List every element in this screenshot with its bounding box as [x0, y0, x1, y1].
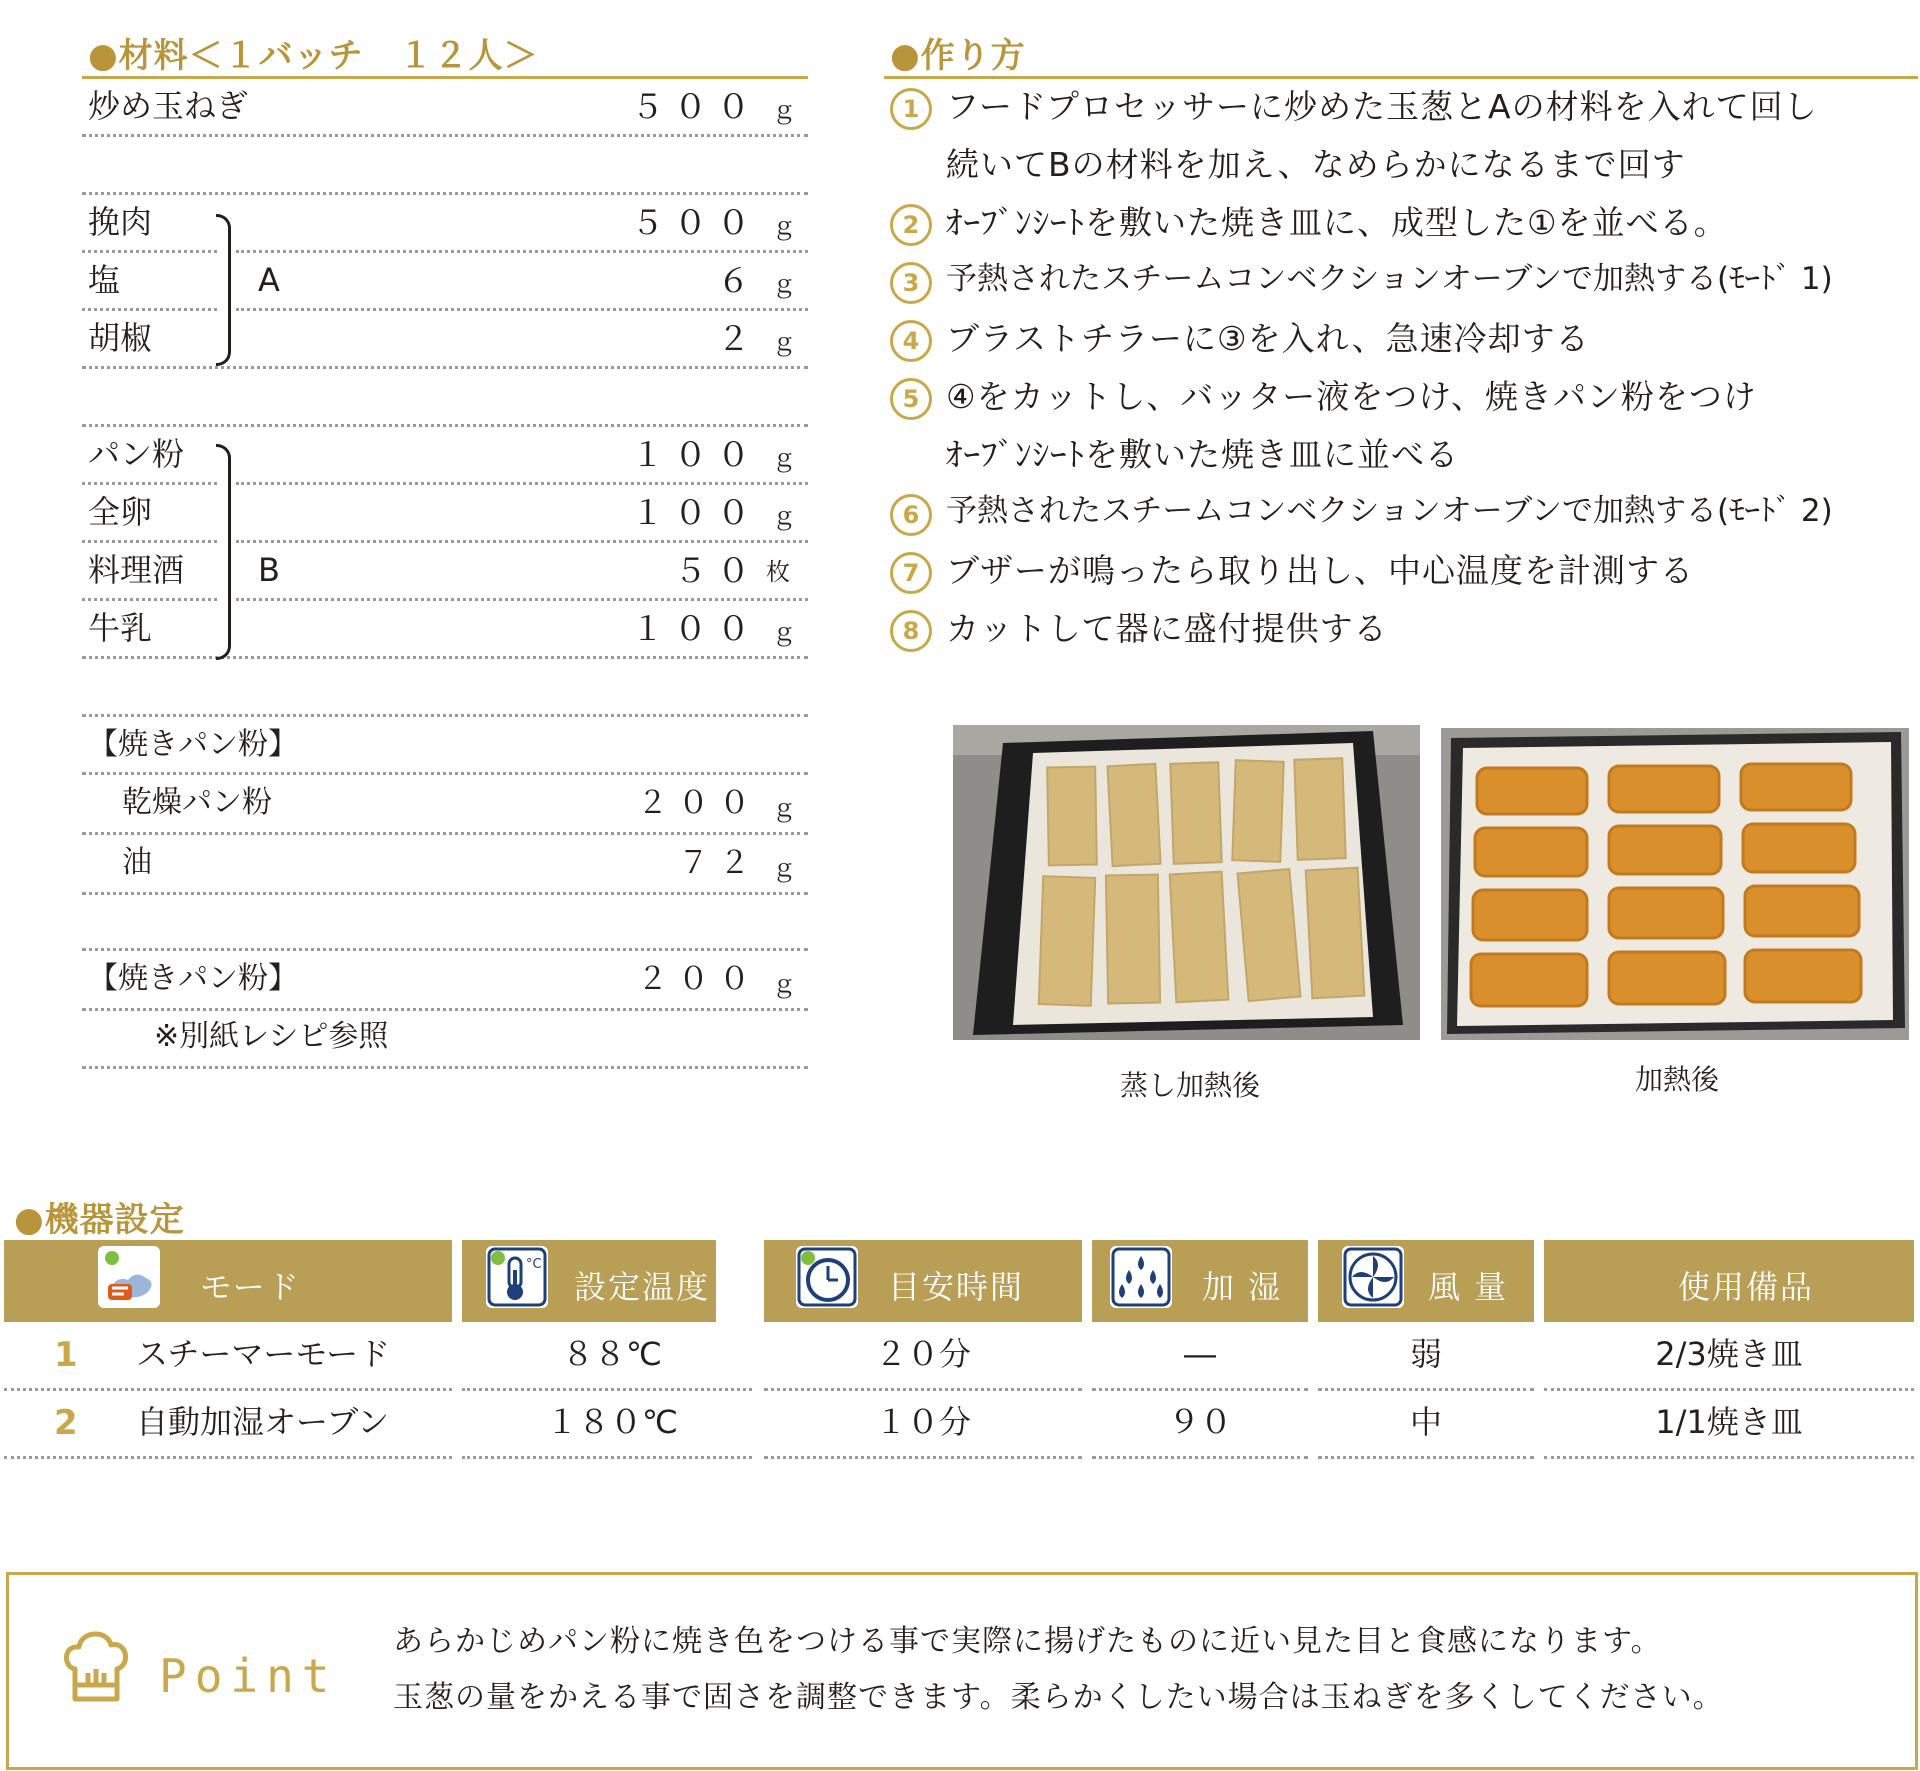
method-title: ●作り方: [890, 36, 1026, 76]
point-line: 玉葱の量をかえる事で固さを調整できます。柔らかくしたい場合は玉ねぎを多くしてください。: [393, 1680, 1724, 1715]
ingredient-name: 油: [122, 845, 152, 880]
row-divider: [236, 540, 808, 543]
ingredient-unit: ｇ: [772, 854, 796, 882]
ingredient-name: 塩: [88, 261, 121, 299]
row-divider: [82, 1066, 808, 1069]
step-number: 4: [890, 320, 932, 362]
settings-row-divider: [1092, 1456, 1308, 1459]
settings-row-divider: [1318, 1456, 1534, 1459]
row-divider: [82, 892, 808, 895]
bread-total-qty: ２００: [637, 961, 760, 997]
settings-row-divider: [1544, 1388, 1914, 1391]
group-a-bracket: [216, 214, 231, 366]
method-title-underline: [884, 76, 1918, 79]
ingredients-title: ●材料＜１バッチ １２人＞: [88, 36, 539, 76]
ingredient-name: 料理酒: [88, 551, 185, 589]
settings-row-divider: [4, 1456, 452, 1459]
ingredient-qty: １００: [631, 493, 760, 532]
ingredient-unit: ｇ: [772, 618, 796, 646]
ingredient-qty: ７２: [678, 845, 760, 881]
settings-row-divider: [462, 1456, 752, 1459]
ingredient-name: 胡椒: [88, 319, 153, 357]
settings-row-divider: [4, 1388, 452, 1391]
row-divider: [82, 656, 808, 659]
step-text: カットして器に盛付提供する: [946, 609, 1388, 648]
header-label: 設定温度: [574, 1268, 711, 1306]
ingredient-name: パン粉: [88, 435, 185, 473]
settings-row-divider: [1544, 1456, 1914, 1459]
step-text: ブラストチラーに③を入れ、急速冷却する: [946, 319, 1590, 358]
settings-mode: 自動加湿オーブン: [136, 1403, 390, 1441]
settings-fan: 中: [1409, 1403, 1442, 1441]
step-number: 3: [890, 262, 932, 304]
row-divider: [82, 250, 217, 253]
group-a-label: A: [258, 261, 280, 299]
row-divider: [82, 482, 217, 485]
header-label: 目安時間: [888, 1268, 1025, 1306]
row-divider: [82, 308, 217, 311]
step-text: ｵｰﾌﾞﾝｼｰﾄを敷いた焼き皿に、成型した①を並べる。: [946, 203, 1728, 242]
row-divider: [82, 192, 808, 195]
settings-equipment: 1/1焼き皿: [1655, 1403, 1803, 1441]
settings-mode: スチーマーモード: [136, 1335, 391, 1373]
settings-temp: ８８℃: [562, 1335, 662, 1373]
ingredients-title-underline: [82, 76, 808, 79]
ingredient-name: 全卵: [88, 493, 153, 531]
row-divider: [82, 540, 217, 543]
step-number: 8: [890, 610, 932, 652]
ingredient-name: 炒め玉ねぎ: [88, 87, 249, 125]
point-label: Point: [159, 1649, 338, 1703]
step-number: 5: [890, 378, 932, 420]
header-temperature: [462, 1240, 716, 1322]
settings-humidity: ―: [1184, 1335, 1216, 1373]
step-text: ｵｰﾌﾞﾝｼｰﾄを敷いた焼き皿に並べる: [946, 435, 1459, 474]
fan-icon: [1342, 1246, 1404, 1308]
row-divider: [82, 714, 808, 717]
bread-heading: 【焼きパン粉】: [88, 727, 298, 762]
settings-row-number: 2: [54, 1403, 78, 1443]
photo1-caption: 蒸し加熱後: [1120, 1069, 1261, 1102]
step-number: 6: [890, 494, 932, 536]
row-divider: [82, 832, 808, 835]
row-divider: [236, 482, 808, 485]
ingredient-qty: ５０: [674, 551, 760, 590]
row-divider: [82, 424, 808, 427]
ingredient-unit: ｇ: [772, 328, 796, 356]
water-drops-icon: [1110, 1246, 1172, 1308]
thermometer-icon: [486, 1246, 548, 1308]
ingredient-unit: ｇ: [772, 794, 796, 822]
clock-icon: [796, 1246, 858, 1308]
photo-after-baking: [1441, 728, 1909, 1040]
header-time: [764, 1240, 1082, 1322]
ingredient-qty: ２: [717, 319, 760, 358]
step-number: 7: [890, 552, 932, 594]
bread-total-unit: ｇ: [772, 970, 796, 998]
bread-note: ※別紙レシピ参照: [154, 1019, 389, 1054]
step-number: 2: [890, 204, 932, 246]
ingredient-unit: ｇ: [772, 502, 796, 530]
ingredient-name: 乾燥パン粉: [122, 785, 272, 820]
step-text: 続いてBの材料を加え、なめらかになるまで回す: [946, 145, 1686, 184]
settings-fan: 弱: [1409, 1335, 1442, 1373]
settings-row-divider: [1092, 1388, 1308, 1391]
ingredient-qty: ５００: [631, 203, 760, 242]
row-divider: [82, 134, 808, 137]
row-divider: [82, 598, 217, 601]
photo-after-steaming: [953, 725, 1420, 1040]
settings-humidity: ９０: [1167, 1403, 1232, 1441]
ingredient-unit: ｇ: [772, 96, 796, 124]
ingredient-name: 挽肉: [88, 203, 153, 241]
ingredient-qty: １００: [631, 435, 760, 474]
step-text: 予熱されたスチームコンベクションオーブンで加熱する(ﾓｰﾄﾞ 1): [946, 261, 1833, 297]
chef-hat-icon: [61, 1625, 131, 1705]
steam-mode-icon: [98, 1246, 160, 1308]
group-b-label: B: [258, 551, 280, 589]
row-divider: [236, 598, 808, 601]
point-line: あらかじめパン粉に焼き色をつける事で実際に揚げたものに近い見た目と食感になります。: [393, 1624, 1662, 1659]
header-fan: [1318, 1240, 1534, 1322]
row-divider: [236, 250, 808, 253]
step-text: フードプロセッサーに炒めた玉葱とAの材料を入れて回し: [946, 87, 1818, 126]
step-text: ④をカットし、バッター液をつけ、焼きパン粉をつけ: [946, 377, 1757, 416]
row-divider: [82, 948, 808, 951]
group-b-bracket: [216, 444, 231, 660]
settings-title: ●機器設定: [14, 1200, 185, 1240]
ingredient-unit: ｇ: [772, 212, 796, 240]
settings-equipment: 2/3焼き皿: [1655, 1335, 1803, 1373]
settings-time: ２０分: [874, 1335, 971, 1373]
svg-text:°C: °C: [526, 1257, 542, 1272]
settings-row-divider: [462, 1388, 752, 1391]
settings-row-divider: [1318, 1388, 1534, 1391]
header-label: 加 湿: [1202, 1268, 1283, 1306]
settings-row-divider: [764, 1456, 1082, 1459]
ingredient-qty: ６: [717, 261, 760, 300]
header-label: 使用備品: [1678, 1268, 1815, 1306]
ingredient-qty: １００: [631, 609, 760, 648]
settings-temp: １８０℃: [546, 1403, 678, 1441]
row-divider: [82, 366, 808, 369]
row-divider: [82, 772, 808, 775]
ingredient-unit: 枚: [766, 558, 790, 586]
step-text: ブザーが鳴ったら取り出し、中心温度を計測する: [946, 551, 1694, 590]
header-label: モード: [200, 1268, 301, 1306]
ingredient-unit: ｇ: [772, 444, 796, 472]
settings-row-divider: [764, 1388, 1082, 1391]
ingredient-qty: ２００: [637, 785, 760, 821]
settings-row-number: 1: [54, 1335, 78, 1375]
step-number: 1: [890, 88, 932, 130]
ingredient-name: 牛乳: [88, 609, 153, 647]
step-text: 予熱されたスチームコンベクションオーブンで加熱する(ﾓｰﾄﾞ 2): [946, 493, 1833, 529]
header-equipment: [1544, 1240, 1914, 1322]
ingredient-qty: ５００: [631, 87, 760, 126]
settings-time: １０分: [874, 1403, 971, 1441]
photo2-caption: 加熱後: [1635, 1063, 1720, 1096]
bread-total-name: 【焼きパン粉】: [88, 961, 298, 996]
header-mode: [4, 1240, 452, 1322]
row-divider: [236, 308, 808, 311]
ingredient-unit: ｇ: [772, 270, 796, 298]
row-divider: [82, 1008, 808, 1011]
header-label: 風 量: [1428, 1268, 1509, 1306]
point-box: [6, 1572, 1918, 1770]
header-humidity: [1092, 1240, 1308, 1322]
